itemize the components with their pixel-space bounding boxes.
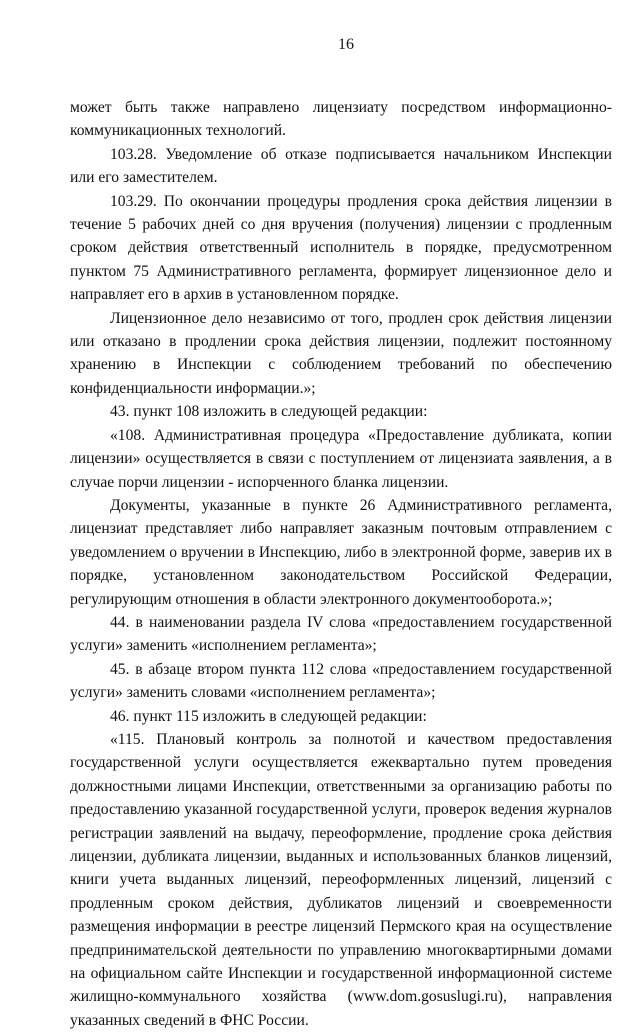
- page-number: 16: [338, 36, 354, 53]
- paragraph-115: «115. Плановый контроль за полнотой и качеством предоставления государственной услуги осуществляется ежеквартально путем проведения должностными лицами Инспекции, ответственными за организацию работы по предоставлению указанной государственной услуги, проверок ведения журналов регистрации заявлений на выдачу, переоформление, продление срока действия лицензии, дубликата лицензии, выданных и использованных бланков лицензий, книги учета выданных лицензий, переоформленных лицензий, лицензий с продленным сроком действия, дубликатов лицензий и своевременности размещения информации в реестре лицензий Пермского края на осуществление предпринимательской деятельности по управлению многоквартирными домами на официальном сайте Инспекции и государственной информационной системе жилищно-коммунального хозяйства (www.dom.gosuslugi.ru), направления указанных сведений в ФНС России.: [70, 730, 612, 1029]
- paragraph-103-28: 103.28. Уведомление об отказе подписывается начальником Инспекции или его заместителем.: [70, 145, 612, 187]
- paragraph-continuation: может быть также направлено лицензиату посредством информационно-коммуникационных технологий.: [70, 99, 612, 140]
- paragraph-item-46: 46. пункт 115 изложить в следующей редакции:: [110, 707, 427, 725]
- document-page: [70, 0, 612, 1032]
- paragraph-item-44: 44. в наименовании раздела IV слова «предоставлением государственной услуги» заменить «исполнением регламента»;: [70, 613, 612, 655]
- paragraph-item-43: 43. пункт 108 изложить в следующей редакции:: [110, 403, 428, 421]
- paragraph-license-file: Лицензионное дело независимо от того, продлен срок действия лицензии или отказано в продлении срока действия лицензии, подлежит постоянному хранению в Инспекции с соблюдением требований по обеспечению конфиденциальности информации.»;: [70, 309, 612, 397]
- paragraph-103-29: 103.29. По окончании процедуры продления срока действия лицензии в течение 5 рабочих дней со дня вручения (получения) лицензии с продленным сроком действия ответственный исполнитель в порядке, предусмотренном пунктом 75 Административного регламента, формирует лицензионное дело и направляет его в архив в установленном порядке.: [70, 192, 612, 304]
- document-body: [70, 96, 612, 1032]
- paragraph-documents: Документы, указанные в пункте 26 Административного регламента, лицензиат представляет либо направляет заказным почтовым отправлением с уведомлением о вручении в Инспекцию, либо в электронной форме, заверив их в порядке, установленном законодательством Российской Федерации, регулирующим отношения в области электронного документооборота.»;: [70, 496, 612, 608]
- paragraph-108: «108. Административная процедура «Предоставление дубликата, копии лицензии» осуществляется в связи с поступлением от лицензиата заявления, а в случае порчи лицензии - испорченного бланка лицензии.: [70, 426, 612, 491]
- paragraph-item-45: 45. в абзаце втором пункта 112 слова «предоставлением государственной услуги» заменить словами «исполнением регламента»;: [70, 660, 612, 702]
